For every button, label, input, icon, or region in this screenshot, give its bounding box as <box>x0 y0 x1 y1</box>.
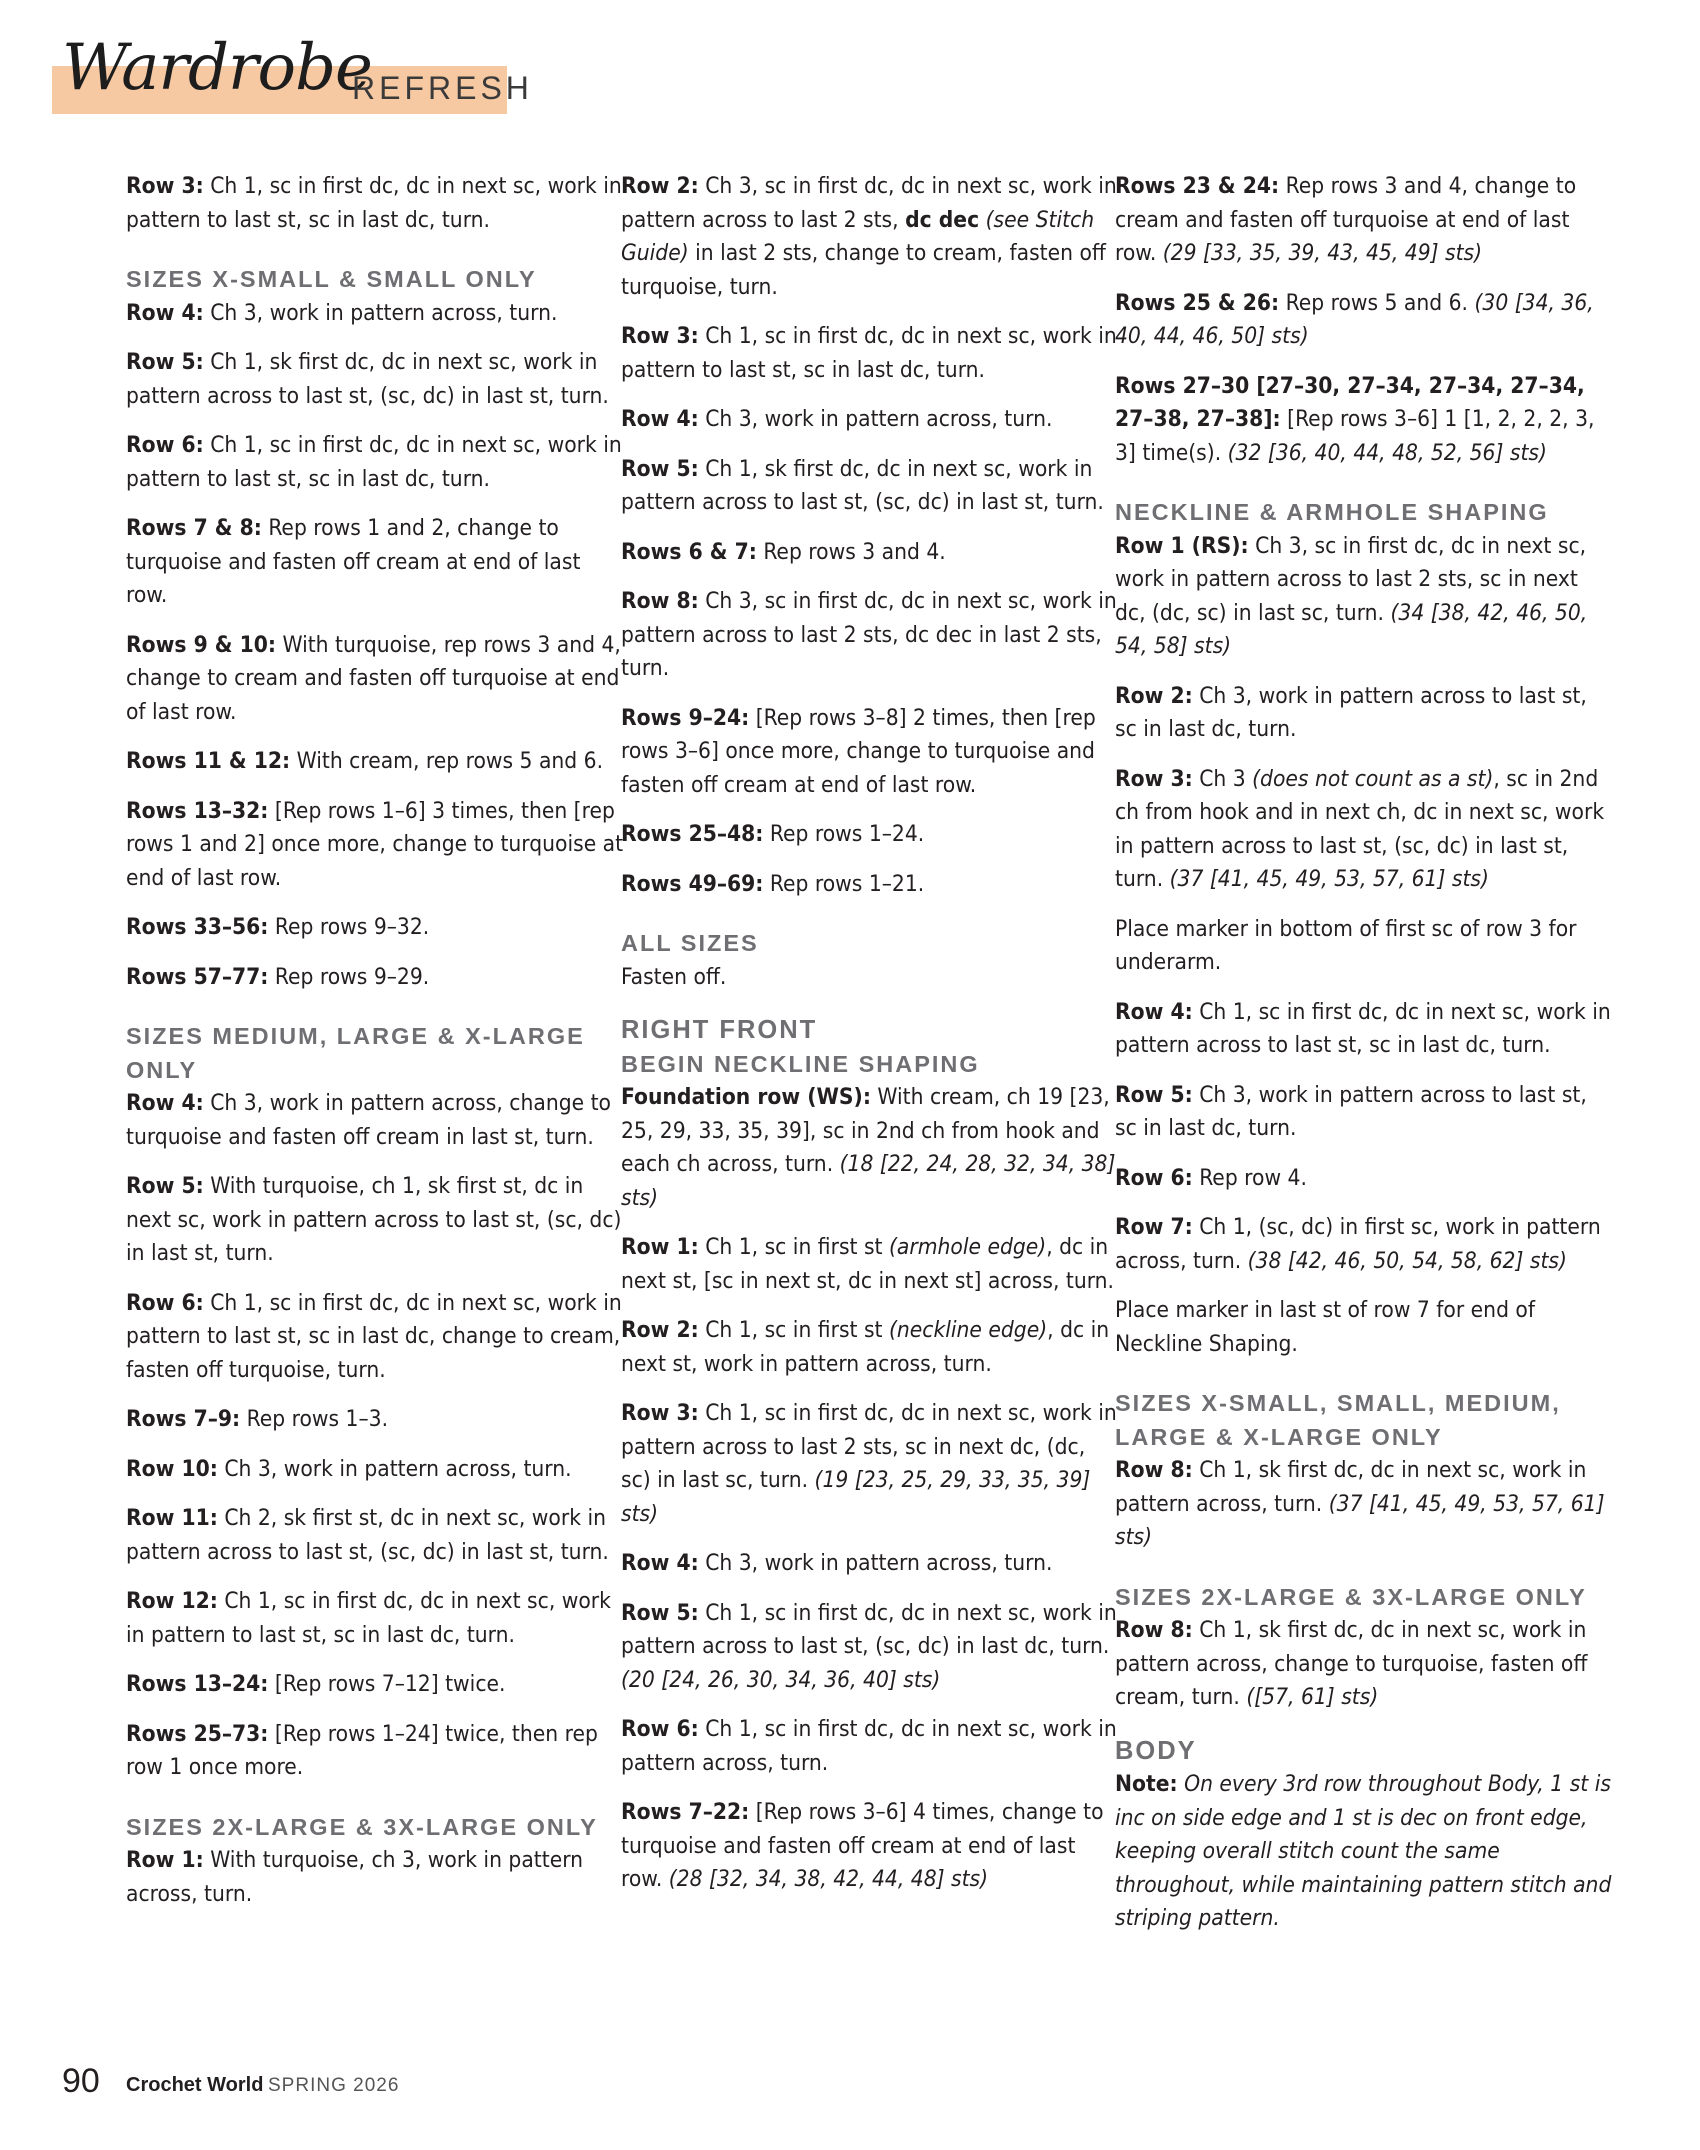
instruction-text: With turquoise, ch 1, sk first st, dc in next sc, work in pattern across to last st, (sc, dc) in last st, turn. <box>126 1173 622 1266</box>
bold-label: Rows 57–77: <box>126 963 269 990</box>
instruction-paragraph <box>1115 1162 1613 1196</box>
instruction-text: [Rep rows 1–24] twice, then rep row 1 once more. <box>126 1720 598 1780</box>
instruction-text: Ch 1, sc in first dc, dc in next sc, work in pattern across to last 2 sts, sc in next dc, (dc, sc) in last sc, turn. <box>621 1400 1117 1493</box>
italic-note: (29 [33, 35, 39, 43, 45, 49] sts) <box>1162 240 1483 266</box>
magazine-name: Crochet World <box>126 2074 264 2096</box>
bold-label: Row 8: <box>1115 1617 1193 1643</box>
instruction-paragraph <box>1115 1614 1613 1715</box>
instruction-text: , sc in 2nd ch from hook and in next ch, dc in next sc, work in pattern across to last st, (sc, dc) in last st, turn. <box>1115 765 1605 892</box>
instruction-text: Ch 1, sc in first st <box>698 1234 889 1260</box>
bold-label: Rows 49–69: <box>621 870 764 897</box>
instruction-paragraph <box>126 170 624 237</box>
instruction-paragraph <box>1115 530 1613 664</box>
instruction-text: Ch 1, sk first dc, dc in next sc, work in pattern across, turn. <box>1115 1457 1587 1517</box>
section-heading: BEGIN NECKLINE SHAPING <box>621 1050 980 1077</box>
italic-note: (30 [34, 36, 40, 44, 46, 50] sts) <box>1115 289 1594 349</box>
bold-label: Row 6: <box>126 1289 204 1316</box>
instruction-paragraph <box>1115 370 1613 471</box>
instruction-paragraph <box>126 1087 624 1154</box>
instruction-text: Rep rows 1–24. <box>763 821 925 847</box>
instruction-paragraph <box>621 1597 1119 1698</box>
instruction-paragraph <box>126 346 624 413</box>
bold-label: Row 1: <box>621 1234 699 1260</box>
instruction-paragraph <box>126 1403 624 1437</box>
bold-label: Rows 13–24: <box>126 1671 269 1697</box>
italic-note: (34 [38, 42, 46, 50, 54, 58] sts) <box>1115 599 1588 659</box>
instruction-text: [Rep rows 3–6] 1 [1, 2, 2, 2, 3, 3] time(s). <box>1115 406 1595 466</box>
bold-label: Rows 9 & 10: <box>126 631 277 658</box>
instruction-paragraph <box>621 1547 1119 1581</box>
bold-label: Row 5: <box>126 349 204 375</box>
instruction-text: Ch 1, sc in first dc, dc in next sc, work in pattern to last st, sc in last dc, turn. <box>126 432 622 492</box>
section-heading: SIZES MEDIUM, LARGE & X-LARGE ONLY <box>126 1023 585 1083</box>
bold-label: Rows 27–30 [27–30, 27–34, 27–34, 27–34, 27–38, 27–38]: <box>1115 372 1585 432</box>
bold-label: Rows 6 & 7: <box>621 538 757 565</box>
instruction-paragraph <box>621 1713 1119 1780</box>
instruction-text: Ch 3, sc in first dc, dc in next sc, work in pattern across to last 2 sts, sc in next dc, (dc, sc) in last sc, turn. <box>1115 532 1587 626</box>
instruction-paragraph <box>126 429 624 496</box>
instruction-text: Ch 1, (sc, dc) in first sc, work in pattern across, turn. <box>1115 1214 1601 1274</box>
instruction-paragraph <box>1115 1768 1613 1936</box>
instruction-text: Rep rows 9–32. <box>268 914 430 940</box>
instruction-text: Ch 1, sc in first dc, dc in next sc, work in pattern across, turn. <box>621 1716 1117 1776</box>
instruction-paragraph <box>126 795 624 896</box>
instruction-text: With cream, ch 19 [23, 25, 29, 33, 35, 39], sc in 2nd ch from hook and each ch across, turn. <box>621 1084 1110 1177</box>
bold-label: Row 11: <box>126 1505 218 1531</box>
bold-label: Rows 9–24: <box>621 704 750 731</box>
instruction-paragraph <box>1115 1294 1613 1361</box>
bold-label: Row 4: <box>126 299 204 326</box>
bold-label: Rows 7–9: <box>126 1406 241 1432</box>
italic-note: (32 [36, 40, 44, 48, 52, 56] sts) <box>1227 439 1547 466</box>
bold-label: Row 10: <box>126 1455 218 1482</box>
bold-label: Row 1: <box>126 1847 204 1873</box>
instruction-paragraph <box>1115 680 1613 747</box>
instruction-text: Ch 1, sc in first st <box>698 1317 889 1343</box>
section-heading: SIZES X-SMALL, SMALL, MEDIUM, LARGE & X-LARGE ONLY <box>1115 1390 1561 1450</box>
instruction-text: Place marker in last st of row 7 for end of Neckline Shaping. <box>1115 1297 1536 1357</box>
instruction-paragraph <box>1115 170 1613 271</box>
bold-label: Row 4: <box>1115 998 1193 1025</box>
section-heading: RIGHT FRONT <box>621 1016 818 1044</box>
instruction-text: Rep rows 1 and 2, change to turquoise and fasten off cream at end of last row. <box>126 515 581 608</box>
section-heading: BODY <box>1115 1736 1197 1765</box>
column-3 <box>1115 170 1613 1952</box>
instruction-paragraph <box>126 297 624 331</box>
bold-label: Foundation row (WS): <box>621 1084 871 1110</box>
italic-note: (37 [41, 45, 49, 53, 57, 61] sts) <box>1115 1490 1605 1550</box>
instruction-text: Ch 3, work in pattern across, turn. <box>698 1550 1053 1576</box>
instruction-text: With turquoise, ch 3, work in pattern across, turn. <box>126 1847 584 1907</box>
bold-label: Row 3: <box>126 173 204 199</box>
bold-label: Row 12: <box>126 1588 218 1614</box>
italic-note: (20 [24, 26, 30, 34, 36, 40] sts) <box>621 1666 941 1693</box>
instruction-paragraph <box>126 1585 624 1652</box>
instruction-paragraph <box>126 1502 624 1569</box>
italic-note: (19 [23, 25, 29, 33, 35, 39] sts) <box>621 1467 1091 1527</box>
bold-label: Rows 23 & 24: <box>1115 173 1280 199</box>
section-heading: SIZES X-SMALL & SMALL ONLY <box>126 266 537 292</box>
bold-label: Row 5: <box>621 455 699 482</box>
instruction-paragraph <box>126 911 624 945</box>
instruction-text: Ch 1, sc in first dc, dc in next sc, work in pattern to last st, sc in last dc, turn. <box>126 173 622 233</box>
instruction-paragraph <box>126 512 624 613</box>
instruction-paragraph <box>1115 1454 1613 1555</box>
instruction-paragraph <box>126 745 624 779</box>
italic-note: (armhole edge) <box>888 1234 1047 1260</box>
bold-label: Row 4: <box>621 406 699 432</box>
column-1 <box>126 170 624 1927</box>
italic-note: (18 [22, 24, 28, 32, 34, 38] sts) <box>621 1151 1116 1211</box>
bold-label: Row 5: <box>1115 1081 1193 1108</box>
italic-note: (see Stitch Guide) <box>621 206 1095 266</box>
italic-note: (does not count as a st) <box>1252 765 1494 792</box>
instruction-paragraph <box>621 403 1119 437</box>
instruction-text: Ch 3, work in pattern across, change to turquoise and fasten off cream in last st, turn. <box>126 1090 611 1150</box>
instruction-text: Rep rows 9–29. <box>268 963 430 990</box>
page-number: 90 <box>62 2062 100 2100</box>
instruction-text: Ch 1, sk first dc, dc in next sc, work in pattern across to last st, (sc, dc) in last st, turn. <box>621 455 1104 515</box>
bold-label: Row 3: <box>621 1400 699 1426</box>
instruction-paragraph <box>621 818 1119 852</box>
instruction-paragraph <box>621 702 1119 803</box>
instruction-text: Ch 1, sc in first dc, dc in next sc, work in pattern to last st, sc in last dc, turn. <box>126 1588 611 1648</box>
instruction-paragraph <box>1115 763 1613 897</box>
bold-label: Rows 25–48: <box>621 821 764 847</box>
bold-label: Rows 25 & 26: <box>1115 289 1280 316</box>
instruction-text: Rep rows 5 and 6. <box>1279 289 1475 316</box>
bold-label: Row 2: <box>621 1317 699 1343</box>
instruction-text: With turquoise, rep rows 3 and 4, change to cream and fasten off turquoise at end of last row. <box>126 631 621 725</box>
instruction-text: Ch 1, sc in first dc, dc in next sc, work in pattern to last st, sc in last dc, change to cream, fasten off turquoise, turn. <box>126 1289 622 1383</box>
instruction-paragraph <box>1115 996 1613 1063</box>
bold-term: dc dec <box>905 206 980 233</box>
instruction-paragraph <box>621 1397 1119 1531</box>
section-heading: ALL SIZES <box>621 930 759 956</box>
instruction-paragraph <box>126 1453 624 1487</box>
instruction-paragraph <box>126 1718 624 1785</box>
instruction-paragraph <box>621 1796 1119 1897</box>
bold-label: Row 5: <box>621 1599 699 1626</box>
instruction-text: Ch 3, sc in first dc, dc in next sc, work in pattern across to last 2 sts, <box>621 173 1117 233</box>
instruction-paragraph <box>1115 287 1613 354</box>
instruction-text: Ch 2, sk first st, dc in next sc, work in pattern across to last st, (sc, dc) in last st, turn. <box>126 1505 609 1565</box>
instruction-text: Ch 3, work in pattern across to last st, sc in last dc, turn. <box>1115 1081 1587 1141</box>
instruction-paragraph <box>1115 1211 1613 1278</box>
instruction-paragraph <box>621 170 1119 304</box>
bold-label: Row 5: <box>126 1173 204 1199</box>
issue-label: SPRING 2026 <box>268 2075 400 2096</box>
instruction-text: Ch 3, work in pattern across to last st, sc in last dc, turn. <box>1115 682 1587 742</box>
instruction-paragraph <box>621 1314 1119 1381</box>
instruction-text: Ch 3, work in pattern across, turn. <box>203 299 558 326</box>
instruction-paragraph <box>1115 1079 1613 1146</box>
instruction-paragraph <box>126 629 624 730</box>
bold-label: Row 6: <box>126 432 204 458</box>
instruction-text: Rep rows 1–21. <box>763 870 925 897</box>
instruction-paragraph <box>621 961 1119 995</box>
bold-label: Rows 7 & 8: <box>126 515 262 541</box>
instruction-text: Ch 1, sc in first dc, dc in next sc, work in pattern to last st, sc in last dc, turn. <box>621 323 1117 383</box>
instruction-text: Rep rows 3 and 4, change to cream and fasten off turquoise at end of last row. <box>1115 173 1577 266</box>
instruction-text: [Rep rows 1–6] 3 times, then [rep rows 1 and 2] once more, change to turquoise at end of last row. <box>126 797 624 891</box>
italic-note: On every 3rd row throughout Body, 1 st is inc on side edge and 1 st is dec on front edge, keeping overall stitch count the same throughout, while maintaining pattern stitch and striping pattern. <box>1115 1771 1612 1931</box>
bold-label: Row 8: <box>1115 1457 1193 1483</box>
bold-label: Row 8: <box>621 588 699 614</box>
instruction-paragraph <box>621 1231 1119 1298</box>
bold-label: Rows 11 & 12: <box>126 748 291 774</box>
instruction-text: With cream, rep rows 5 and 6. <box>290 748 604 774</box>
section-heading: NECKLINE & ARMHOLE SHAPING <box>1115 499 1549 525</box>
instruction-text: Rep rows 1–3. <box>240 1406 389 1432</box>
column-2 <box>621 170 1119 1913</box>
instruction-text: Fasten off. <box>621 963 727 990</box>
bold-label: Row 1 (RS): <box>1115 532 1249 559</box>
instruction-text: Ch 1, sk first dc, dc in next sc, work in pattern across to last st, (sc, dc) in last st, turn. <box>126 349 609 409</box>
bold-label: Row 2: <box>621 173 699 199</box>
bold-label: Row 4: <box>621 1550 699 1576</box>
instruction-paragraph <box>621 868 1119 902</box>
instruction-paragraph <box>126 1844 624 1911</box>
instruction-paragraph <box>621 453 1119 520</box>
bold-label: Row 3: <box>1115 765 1193 792</box>
italic-note: (37 [41, 45, 49, 53, 57, 61] sts) <box>1169 866 1489 892</box>
italic-note: (28 [32, 34, 38, 42, 44, 48] sts) <box>668 1866 989 1892</box>
bold-label: Rows 7–22: <box>621 1799 750 1825</box>
bold-label: Row 6: <box>621 1716 699 1742</box>
instruction-paragraph <box>126 1170 624 1271</box>
section-heading: SIZES 2X-LARGE & 3X-LARGE ONLY <box>1115 1583 1587 1610</box>
bold-label: Row 6: <box>1115 1164 1193 1191</box>
bold-label: Row 3: <box>621 323 699 349</box>
bold-label: Row 2: <box>1115 682 1193 709</box>
instruction-paragraph <box>621 536 1119 570</box>
instruction-paragraph <box>621 320 1119 387</box>
instruction-text: Ch 3, work in pattern across, turn. <box>217 1455 572 1482</box>
instruction-text: , dc in next st, [sc in next st, dc in next st] across, turn. <box>621 1234 1115 1294</box>
instruction-text: Ch 1, sc in first dc, dc in next sc, work in pattern across to last st, (sc, dc) in last dc, turn. <box>621 1599 1117 1659</box>
instruction-text: [Rep rows 3–8] 2 times, then [rep rows 3–6] once more, change to turquoise and fasten off cream at end of last row. <box>621 704 1096 798</box>
instruction-text: Rep row 4. <box>1192 1164 1307 1191</box>
instruction-paragraph <box>621 585 1119 686</box>
instruction-text: [Rep rows 3–6] 4 times, change to turquoise and fasten off cream at end of last row. <box>621 1799 1104 1892</box>
bold-label: Row 7: <box>1115 1214 1193 1240</box>
instruction-text: Ch 1, sc in first dc, dc in next sc, work in pattern across to last st, sc in last dc, turn. <box>1115 998 1611 1058</box>
italic-note: (38 [42, 46, 50, 54, 58, 62] sts) <box>1247 1247 1567 1274</box>
italic-note: ([57, 61] sts) <box>1246 1684 1379 1710</box>
bold-label: Rows 33–56: <box>126 914 269 940</box>
instruction-paragraph <box>1115 913 1613 980</box>
instruction-text: Rep rows 3 and 4. <box>756 538 946 565</box>
instruction-text: Ch 3, sc in first dc, dc in next sc, work in pattern across to last 2 sts, dc dec in last 2 sts, turn. <box>621 588 1117 681</box>
instruction-text: Ch 3, work in pattern across, turn. <box>698 406 1053 432</box>
instruction-paragraph <box>126 1287 624 1388</box>
instruction-text: [Rep rows 7–12] twice. <box>268 1671 506 1697</box>
section-heading: SIZES 2X-LARGE & 3X-LARGE ONLY <box>126 1813 598 1840</box>
instruction-text: , dc in next st, work in pattern across, turn. <box>621 1317 1110 1377</box>
bold-label: Row 4: <box>126 1090 204 1116</box>
instruction-paragraph <box>126 1668 624 1702</box>
bold-label: Rows 25–73: <box>126 1720 269 1747</box>
section-title-caps: REFRESH <box>352 70 533 106</box>
instruction-text: Place marker in bottom of first sc of row 3 for underarm. <box>1115 915 1577 975</box>
instruction-text: in last 2 sts, change to cream, fasten off turquoise, turn. <box>621 240 1106 300</box>
section-title-script: Wardrobe <box>62 31 372 105</box>
bold-label: Note: <box>1115 1771 1178 1797</box>
instruction-paragraph <box>621 1081 1119 1215</box>
bold-label: Rows 13–32: <box>126 797 269 824</box>
instruction-text: Ch 3 <box>1192 765 1253 792</box>
instruction-paragraph <box>126 961 624 995</box>
italic-note: (neckline edge) <box>888 1317 1048 1343</box>
instruction-text: Ch 1, sk first dc, dc in next sc, work in pattern across, change to turquoise, fasten off cream, turn. <box>1115 1617 1588 1710</box>
